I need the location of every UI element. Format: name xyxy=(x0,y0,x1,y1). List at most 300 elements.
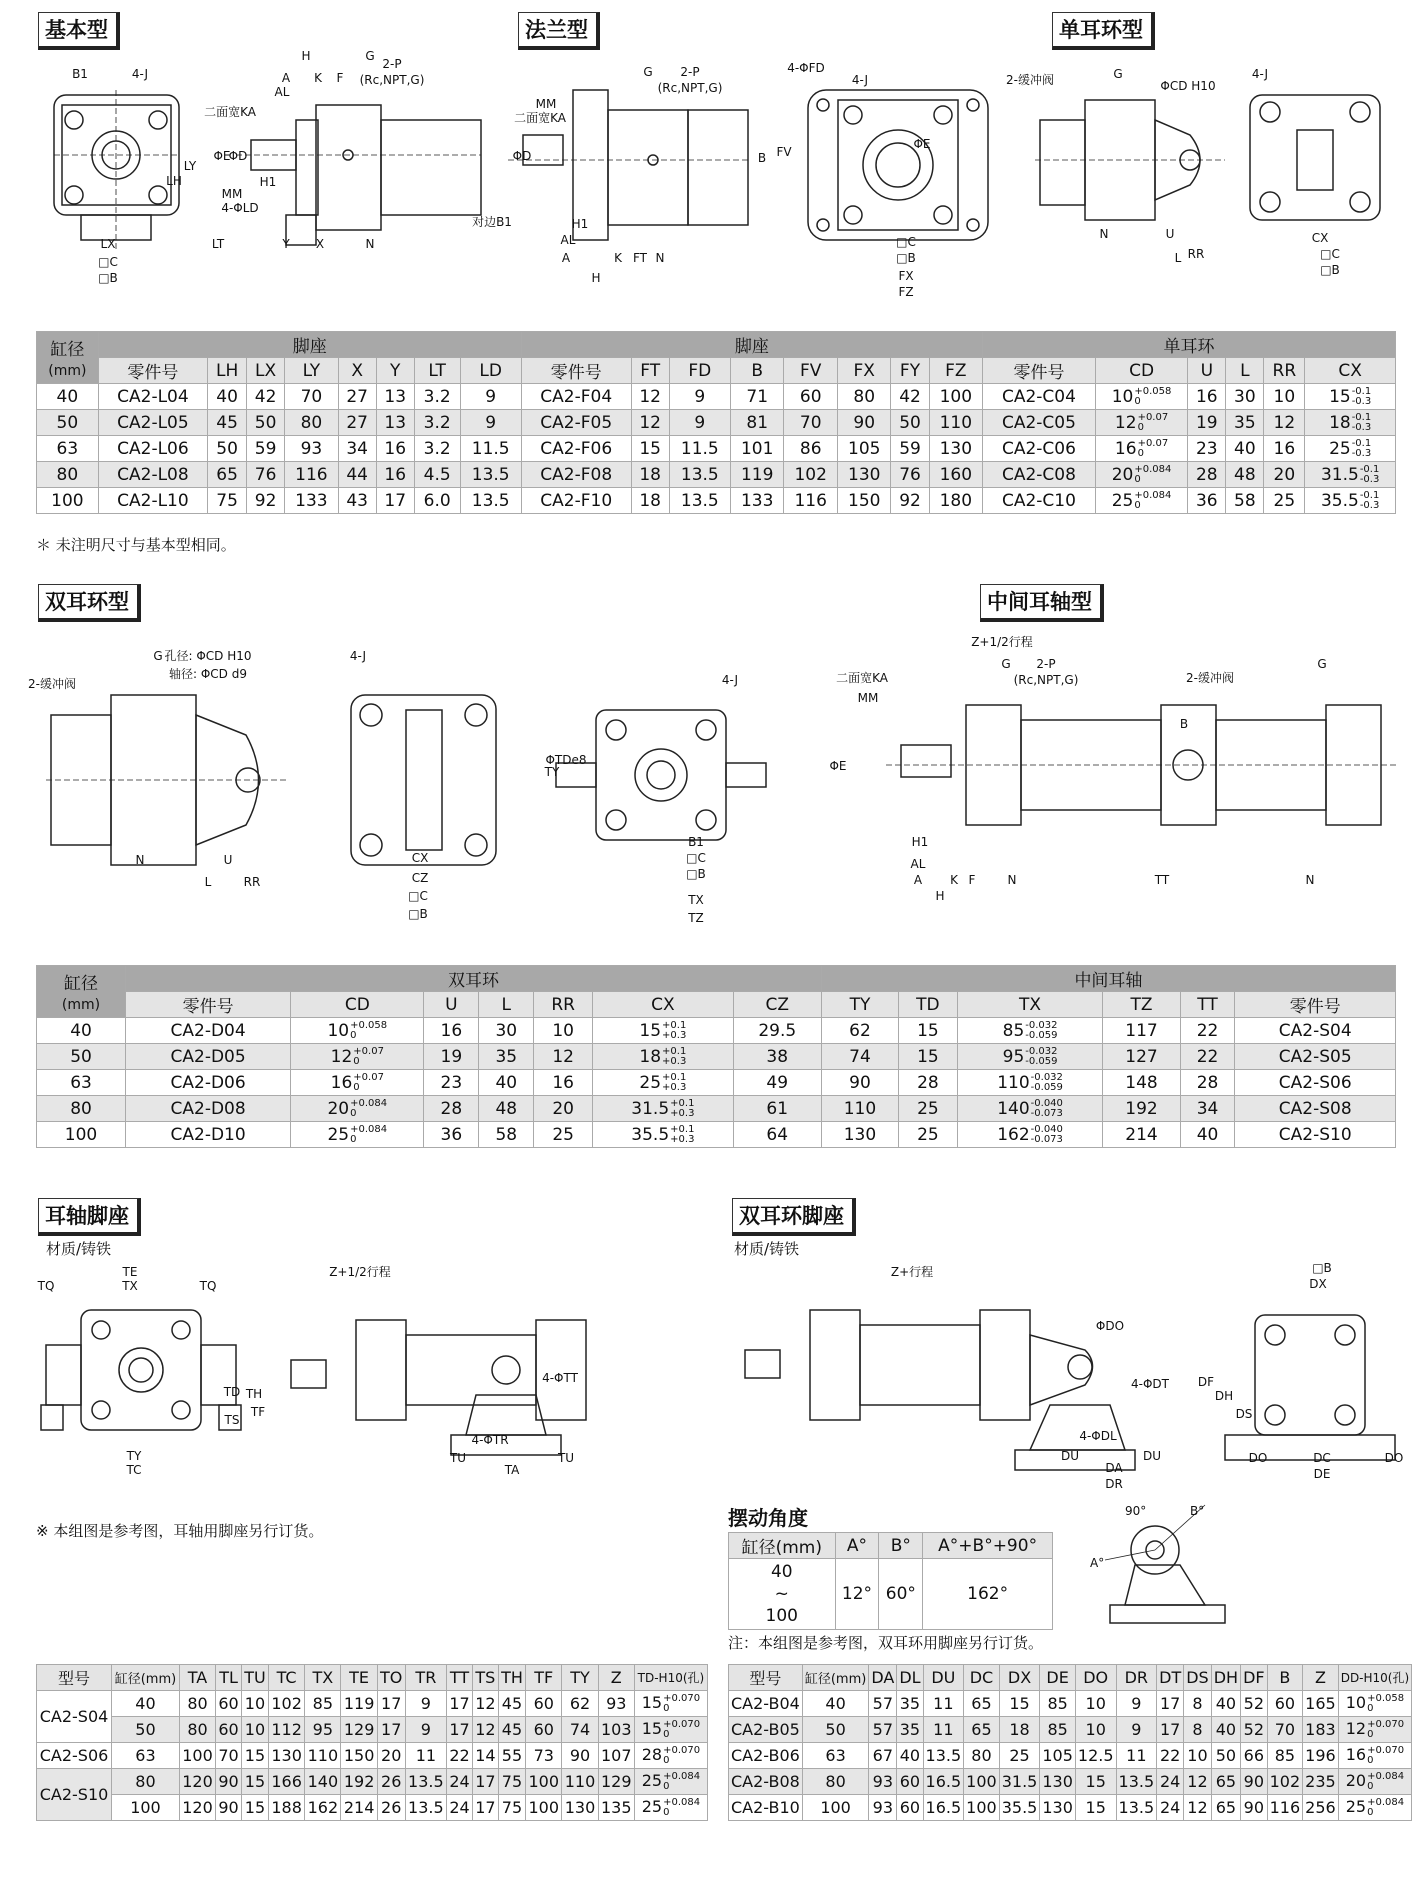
table-cell: 116 xyxy=(784,488,838,514)
drawing-dimension-label: □B xyxy=(408,907,428,921)
drawing-dimension-label: FV xyxy=(776,145,792,159)
table-cell: CA2-C06 xyxy=(983,436,1096,462)
table-cell: 100 xyxy=(929,384,983,410)
table-cell: 100 xyxy=(37,488,99,514)
table1-col-header: FY xyxy=(891,358,929,384)
drawing-dimension-label: G xyxy=(1317,657,1327,671)
table-cell: 20+0.084 0 xyxy=(1338,1769,1411,1795)
drawing-dimension-label: LT xyxy=(211,237,225,251)
table-cell: 127 xyxy=(1103,1044,1180,1070)
table-row xyxy=(37,1070,1396,1096)
drawing-dimension-label: □C xyxy=(408,889,428,903)
drawing-dimension-label: TY xyxy=(544,765,560,779)
drawing-dimension-label: TU xyxy=(449,1451,467,1465)
table-cell: 13.5 xyxy=(923,1743,964,1769)
drawing-dimension-label: ΦTDe8 xyxy=(545,753,587,767)
table-cell: 70 xyxy=(285,384,339,410)
drawing-dimension-label: H xyxy=(301,49,311,63)
table-cell: 60 xyxy=(216,1717,242,1743)
table-cell: 28 xyxy=(424,1096,479,1122)
swing-header-a: A° xyxy=(835,1533,879,1559)
table-cell: 75 xyxy=(498,1795,525,1821)
drawing-dimension-label: □B xyxy=(686,867,706,881)
table-cell: 17 xyxy=(1157,1717,1184,1743)
table2-col-header: L xyxy=(479,992,534,1018)
table-cell: 35.5+0.1 +0.3 xyxy=(593,1122,733,1148)
table-cell: 31.5-0.1 -0.3 xyxy=(1305,462,1396,488)
drawing-dimension-label: A xyxy=(281,71,291,85)
table1-col-header: LY xyxy=(285,358,339,384)
drawing-dimension-label: FT xyxy=(632,251,648,265)
table4-col-header: DO xyxy=(1075,1665,1116,1691)
table-cell: 214 xyxy=(341,1795,377,1821)
table-cell: 65 xyxy=(964,1717,1000,1743)
table-cell: 20+0.084 0 xyxy=(1095,462,1187,488)
drawing-dimension-label: 4-J xyxy=(851,73,869,87)
drawing-dimension-label: L xyxy=(1174,251,1182,265)
table-cell: 17 xyxy=(1157,1691,1184,1717)
table-cell: 256 xyxy=(1303,1795,1339,1821)
table-cell: 11 xyxy=(405,1743,446,1769)
table-row xyxy=(37,1743,708,1769)
table-cell: 9 xyxy=(405,1691,446,1717)
table-cell: 73 xyxy=(526,1743,562,1769)
table-cell: 140-0.040 -0.073 xyxy=(957,1096,1103,1122)
table-cell: 70 xyxy=(784,410,838,436)
swing-label-a: A° xyxy=(1090,1556,1105,1570)
table-cell: 100 xyxy=(526,1795,562,1821)
table4-col-header: 缸径(mm) xyxy=(802,1665,868,1691)
table4-col-header: DR xyxy=(1116,1665,1157,1691)
drawing-dimension-label: N xyxy=(365,237,375,251)
table3-col-header: TH xyxy=(498,1665,525,1691)
table1-col-header: L xyxy=(1226,358,1264,384)
drawing-dimension-label: ΦE xyxy=(213,149,231,163)
drawing-dimension-label: □C xyxy=(98,255,118,269)
drawing-dimension-label: 2-缓冲阀 xyxy=(28,677,76,691)
table-cell: CA2-D08 xyxy=(126,1096,291,1122)
table-cell: 15 xyxy=(241,1795,268,1821)
table3-col-header: TC xyxy=(268,1665,304,1691)
table-cell: 28 xyxy=(899,1070,958,1096)
table-cell: 22 xyxy=(447,1743,473,1769)
drawing-dimension-label: B1 xyxy=(688,835,704,849)
table-cell: 100 xyxy=(37,1122,126,1148)
table3-col-header: TD-H10(孔) xyxy=(634,1665,707,1691)
table-cell: 9 xyxy=(1116,1717,1157,1743)
drawing-dimension-label: RR xyxy=(243,875,261,889)
table-cell: 10 xyxy=(241,1717,268,1743)
table-cell: 13.5 xyxy=(460,462,521,488)
table-cell: 74 xyxy=(562,1717,598,1743)
table-cell: 85-0.032 -0.059 xyxy=(957,1018,1103,1044)
table-cell: 11 xyxy=(923,1691,964,1717)
drawing-dimension-label: ΦDO xyxy=(1095,1319,1125,1333)
table-cell: 9 xyxy=(460,384,521,410)
table-cell: 90 xyxy=(216,1769,242,1795)
drawing-dimension-label: DO xyxy=(1384,1451,1404,1465)
table4-col-header: 型号 xyxy=(729,1665,803,1691)
drawing-dimension-label: K xyxy=(614,251,622,265)
table-cell: 59 xyxy=(247,436,285,462)
table-cell: 14 xyxy=(472,1743,498,1769)
drawing-dimension-label: TX xyxy=(122,1279,138,1293)
swing-header-b: B° xyxy=(879,1533,923,1559)
table-cell: CA2-F10 xyxy=(521,488,631,514)
table3-col-header: TT xyxy=(447,1665,473,1691)
note-clevis-bracket-ref: 注：本组图是参考图，双耳环用脚座另行订货。 xyxy=(728,1634,1044,1652)
table-cell: 12+0.070 0 xyxy=(1338,1717,1411,1743)
table-cell: 214 xyxy=(1103,1122,1180,1148)
table2-col-header: CX xyxy=(593,992,733,1018)
table-cell: 10 xyxy=(1075,1691,1116,1717)
drawing-dimension-label: DF xyxy=(1197,1375,1215,1389)
table-double-clevis-trunnion xyxy=(36,965,1396,1148)
drawing-dimension-label: DA xyxy=(1105,1461,1123,1475)
table-cell: 116 xyxy=(285,462,339,488)
table-cell: 15+0.070 0 xyxy=(634,1691,707,1717)
drawing-dimension-label: B xyxy=(757,151,767,165)
table-cell: CA2-C04 xyxy=(983,384,1096,410)
table-cell: 80 xyxy=(964,1743,1000,1769)
table-cell: 45 xyxy=(498,1717,525,1743)
table-cell: 192 xyxy=(341,1769,377,1795)
table-cell: 10 xyxy=(241,1691,268,1717)
drawing-dimension-label: □B xyxy=(1312,1261,1332,1275)
drawing-dimension-label: 4-ΦLD xyxy=(221,201,259,215)
table-cell: 10+0.058 0 xyxy=(1338,1691,1411,1717)
table-cell: 63 xyxy=(37,436,99,462)
table-cell: 15 xyxy=(999,1691,1040,1717)
drawing-dimension-label: N xyxy=(1305,873,1315,887)
table4-col-header: DE xyxy=(1040,1665,1076,1691)
table-cell: 15 xyxy=(1075,1795,1116,1821)
table-cell: 50 xyxy=(112,1717,180,1743)
table-cell: 29.5 xyxy=(733,1018,821,1044)
drawing-dimension-label: DU xyxy=(1060,1449,1080,1463)
table-cell: 100 xyxy=(964,1769,1000,1795)
table-cell: 17 xyxy=(447,1691,473,1717)
table-cell: 60 xyxy=(526,1717,562,1743)
table-cell: 70 xyxy=(1267,1717,1303,1743)
table-cell: 60 xyxy=(897,1795,923,1821)
table-cell: 40 xyxy=(1211,1691,1240,1717)
drawing-dimension-label: K xyxy=(950,873,958,887)
table-cell: 17 xyxy=(472,1769,498,1795)
table-cell: 18+0.1 +0.3 xyxy=(593,1044,733,1070)
section-title-trunnion: 中间耳轴型 xyxy=(980,584,1104,622)
drawing-dimension-label: ΦD xyxy=(228,149,248,163)
table-row xyxy=(729,1795,1412,1821)
table-row xyxy=(37,1122,1396,1148)
table2-col-header: 零件号 xyxy=(126,992,291,1018)
table-cell: 35.5-0.1 -0.3 xyxy=(1305,488,1396,514)
drawing-dimension-label: TQ xyxy=(199,1279,217,1293)
table-cell: 11.5 xyxy=(460,436,521,462)
table-cell: 35 xyxy=(1226,410,1264,436)
drawing-dimension-label: (Rc,NPT,G) xyxy=(359,73,425,87)
table-cell: 40 xyxy=(112,1691,180,1717)
drawing-dimension-label: LY xyxy=(183,159,197,173)
table3-col-header: TO xyxy=(377,1665,405,1691)
table-cell: CA2-S10 xyxy=(1235,1122,1396,1148)
table-cell: 100 xyxy=(802,1795,868,1821)
drawing-basic xyxy=(36,50,486,290)
drawing-dimension-label: ΦE xyxy=(913,137,931,151)
table-row xyxy=(37,462,1396,488)
drawing-dimension-label: 4-ΦDT xyxy=(1131,1377,1169,1391)
table-cell: 13.5 xyxy=(1116,1795,1157,1821)
table-cell: 10+0.058 0 xyxy=(291,1018,424,1044)
table-cell: 36 xyxy=(1188,488,1226,514)
table-cell: 130 xyxy=(1040,1795,1076,1821)
table-cell: 36 xyxy=(424,1122,479,1148)
table-cell: 16 xyxy=(376,436,414,462)
drawing-dimension-label: 4-J xyxy=(1251,67,1269,81)
table-cell: 66 xyxy=(1241,1743,1268,1769)
table-cell: 9 xyxy=(405,1717,446,1743)
table-cell: 92 xyxy=(247,488,285,514)
table-cell: 19 xyxy=(1188,410,1226,436)
drawing-dimension-label: DH xyxy=(1214,1389,1234,1403)
table-cell: 25 xyxy=(999,1743,1040,1769)
table-cell: 85 xyxy=(1267,1743,1303,1769)
drawing-dimension-label: 二面宽KA xyxy=(514,111,566,125)
drawing-dimension-label: TF xyxy=(250,1405,266,1419)
table-cell: 90 xyxy=(562,1743,598,1769)
table-cell: 65 xyxy=(1211,1795,1240,1821)
table-cell: CA2-S10 xyxy=(37,1769,112,1821)
table3-col-header: TL xyxy=(216,1665,242,1691)
drawing-dimension-label: Y xyxy=(282,237,290,251)
swing-angle-title: 摆动角度 xyxy=(728,1506,808,1530)
table-cell: 17 xyxy=(472,1795,498,1821)
table4-col-header: DL xyxy=(897,1665,923,1691)
table-cell: 13.5 xyxy=(460,488,521,514)
table-cell: 25-0.1 -0.3 xyxy=(1305,436,1396,462)
table1-col-header: LT xyxy=(414,358,460,384)
table-cell: 107 xyxy=(598,1743,634,1769)
table-cell: 25+0.084 0 xyxy=(1095,488,1187,514)
table-cell: 76 xyxy=(247,462,285,488)
table-cell: 12 xyxy=(1184,1795,1211,1821)
drawing-dimension-label: LH xyxy=(166,174,182,188)
table4-col-header: DF xyxy=(1241,1665,1268,1691)
drawing-dimension-label: 4-J xyxy=(131,67,149,81)
table-cell: 31.5 xyxy=(999,1769,1040,1795)
table-cell: 105 xyxy=(837,436,891,462)
table-cell: 148 xyxy=(1103,1070,1180,1096)
table-cell: 50 xyxy=(247,410,285,436)
table-cell: 43 xyxy=(338,488,376,514)
swing-label-90: 90° xyxy=(1125,1504,1147,1518)
drawing-dimension-label: DE xyxy=(1313,1467,1331,1481)
table1-group-foot: 脚座 xyxy=(98,332,521,358)
table-cell: 22 xyxy=(1180,1018,1235,1044)
table-cell: 25 xyxy=(534,1122,593,1148)
table-cell: 60 xyxy=(526,1691,562,1717)
table-cell: 25+0.084 0 xyxy=(634,1769,707,1795)
table-row xyxy=(37,436,1396,462)
table-cell: 16 xyxy=(376,462,414,488)
table1-group-single-clevis: 单耳环 xyxy=(983,332,1396,358)
drawing-dimension-label: 孔径: ΦCD H10 xyxy=(164,649,252,663)
table-cell: 188 xyxy=(268,1795,304,1821)
table-cell: 10 xyxy=(1264,384,1305,410)
table-cell: 57 xyxy=(869,1691,897,1717)
table1-col-header: FT xyxy=(631,358,669,384)
table-cell: 120 xyxy=(179,1769,215,1795)
table1-col-header: RR xyxy=(1264,358,1305,384)
table-cell: 90 xyxy=(837,410,891,436)
table-cell: 60 xyxy=(1267,1691,1303,1717)
note-trunnion-bracket-ref: ※ 本组图是参考图，耳轴用脚座另行订货。 xyxy=(36,1522,324,1540)
table-cell: CA2-B08 xyxy=(729,1769,803,1795)
table-cell: 12 xyxy=(472,1717,498,1743)
table-cell: 27 xyxy=(338,410,376,436)
table-cell: 48 xyxy=(479,1096,534,1122)
table-cell: 101 xyxy=(730,436,784,462)
table-cell: 180 xyxy=(929,488,983,514)
table-cell: 15+0.070 0 xyxy=(634,1717,707,1743)
table-cell: 62 xyxy=(821,1018,898,1044)
table-cell: 24 xyxy=(1157,1769,1184,1795)
table-trunnion-bracket xyxy=(36,1664,708,1821)
table-cell: CA2-B06 xyxy=(729,1743,803,1769)
table-cell: 19 xyxy=(424,1044,479,1070)
table-cell: 16 xyxy=(1264,436,1305,462)
table1-col-header: CD xyxy=(1095,358,1187,384)
table-cell: 58 xyxy=(479,1122,534,1148)
drawing-dimension-label: CX xyxy=(1311,231,1329,245)
table-cell: 10 xyxy=(1184,1743,1211,1769)
table3-col-header: TY xyxy=(562,1665,598,1691)
swing-bore-range: 40 ~ 100 xyxy=(729,1559,836,1630)
table-cell: 40 xyxy=(897,1743,923,1769)
table-mounting-foot-flange-clevis xyxy=(36,331,1396,514)
drawing-dimension-label: MM xyxy=(535,97,557,111)
table-cell: 116 xyxy=(1267,1795,1303,1821)
table-cell: CA2-D10 xyxy=(126,1122,291,1148)
drawing-dimension-label: DO xyxy=(1248,1451,1268,1465)
table1-col-header: FV xyxy=(784,358,838,384)
table-cell: 67 xyxy=(869,1743,897,1769)
drawing-single-clevis xyxy=(1025,50,1405,290)
drawing-dimension-label: ΦCD H10 xyxy=(1160,79,1216,93)
table-cell: 70 xyxy=(216,1743,242,1769)
drawing-dimension-label: AL xyxy=(274,85,290,99)
table-cell: 192 xyxy=(1103,1096,1180,1122)
drawing-dimension-label: AL xyxy=(560,233,576,247)
table1-group-foot2: 脚座 xyxy=(521,332,982,358)
table-cell: 15 xyxy=(899,1018,958,1044)
table-cell: 93 xyxy=(285,436,339,462)
table-cell: 9 xyxy=(1116,1691,1157,1717)
table-cell: 80 xyxy=(179,1691,215,1717)
table-cell: 35 xyxy=(897,1691,923,1717)
table-cell: 103 xyxy=(598,1717,634,1743)
drawing-dimension-label: □B xyxy=(98,271,118,285)
table-cell: 40 xyxy=(37,384,99,410)
table-cell: 52 xyxy=(1241,1691,1268,1717)
table2-col-header: U xyxy=(424,992,479,1018)
drawing-dimension-label: TC xyxy=(126,1463,142,1477)
drawing-dimension-label: 2-P xyxy=(680,65,700,79)
drawing-dimension-label: 对边B1 xyxy=(472,215,512,229)
swing-sum-value: 162° xyxy=(923,1559,1053,1630)
table-cell: 50 xyxy=(1211,1743,1240,1769)
table-cell: 17 xyxy=(377,1717,405,1743)
table-cell: 42 xyxy=(891,384,929,410)
drawing-dimension-label: TX xyxy=(688,893,704,907)
table-cell: CA2-D05 xyxy=(126,1044,291,1070)
table-cell: 28 xyxy=(1180,1070,1235,1096)
table-cell: 50 xyxy=(37,1044,126,1070)
drawing-dimension-label: H xyxy=(935,889,945,903)
table-cell: 85 xyxy=(305,1691,341,1717)
table-cell: CA2-F04 xyxy=(521,384,631,410)
table1-col-header: FX xyxy=(837,358,891,384)
table-cell: 74 xyxy=(821,1044,898,1070)
table4-col-header: DT xyxy=(1157,1665,1184,1691)
table-cell: 20+0.084 0 xyxy=(291,1096,424,1122)
section-title-trunnion-bracket: 耳轴脚座 xyxy=(38,1198,141,1236)
table-cell: 17 xyxy=(447,1717,473,1743)
table-cell: 15 xyxy=(241,1769,268,1795)
table-cell: 6.0 xyxy=(414,488,460,514)
table1-col-header: Y xyxy=(376,358,414,384)
table-cell: 31.5+0.1 +0.3 xyxy=(593,1096,733,1122)
table-cell: 48 xyxy=(1226,462,1264,488)
table-cell: 117 xyxy=(1103,1018,1180,1044)
table-cell: 30 xyxy=(1226,384,1264,410)
drawing-trunnion-bracket xyxy=(36,1265,726,1485)
table-cell: 71 xyxy=(730,384,784,410)
drawing-dimension-label: N xyxy=(1007,873,1017,887)
table-cell: 130 xyxy=(821,1122,898,1148)
table-cell: 20 xyxy=(377,1743,405,1769)
table-cell: 62 xyxy=(562,1691,598,1717)
drawing-trunnion xyxy=(826,630,1406,915)
table3-col-header: TU xyxy=(241,1665,268,1691)
table-cell: 196 xyxy=(1303,1743,1339,1769)
table-cell: 13.5 xyxy=(669,488,730,514)
drawing-dimension-label: B xyxy=(1179,717,1189,731)
table-cell: 30 xyxy=(479,1018,534,1044)
table-cell: 80 xyxy=(179,1717,215,1743)
drawing-dimension-label: 二面宽KA xyxy=(836,671,888,685)
table-cell: 140 xyxy=(305,1769,341,1795)
table-cell: 16 xyxy=(534,1070,593,1096)
table4-col-header: DH xyxy=(1211,1665,1240,1691)
table-cell: 40 xyxy=(479,1070,534,1096)
table-cell: 166 xyxy=(268,1769,304,1795)
drawing-dimension-label: Z+1/2行程 xyxy=(971,635,1033,649)
drawing-dimension-label: N xyxy=(135,853,145,867)
table-cell: 75 xyxy=(498,1769,525,1795)
table-cell: 119 xyxy=(730,462,784,488)
drawing-dimension-label: (Rc,NPT,G) xyxy=(657,81,723,95)
table-cell: 18 xyxy=(631,488,669,514)
table-cell: 13.5 xyxy=(1116,1769,1157,1795)
table-cell: 162 xyxy=(305,1795,341,1821)
table-cell: 59 xyxy=(891,436,929,462)
drawing-dimension-label: TQ xyxy=(37,1279,55,1293)
table-cell: 12 xyxy=(534,1044,593,1070)
material-clevis-bracket: 材质/铸铁 xyxy=(734,1240,800,1258)
table-row xyxy=(729,1691,1412,1717)
table-cell: 15 xyxy=(631,436,669,462)
